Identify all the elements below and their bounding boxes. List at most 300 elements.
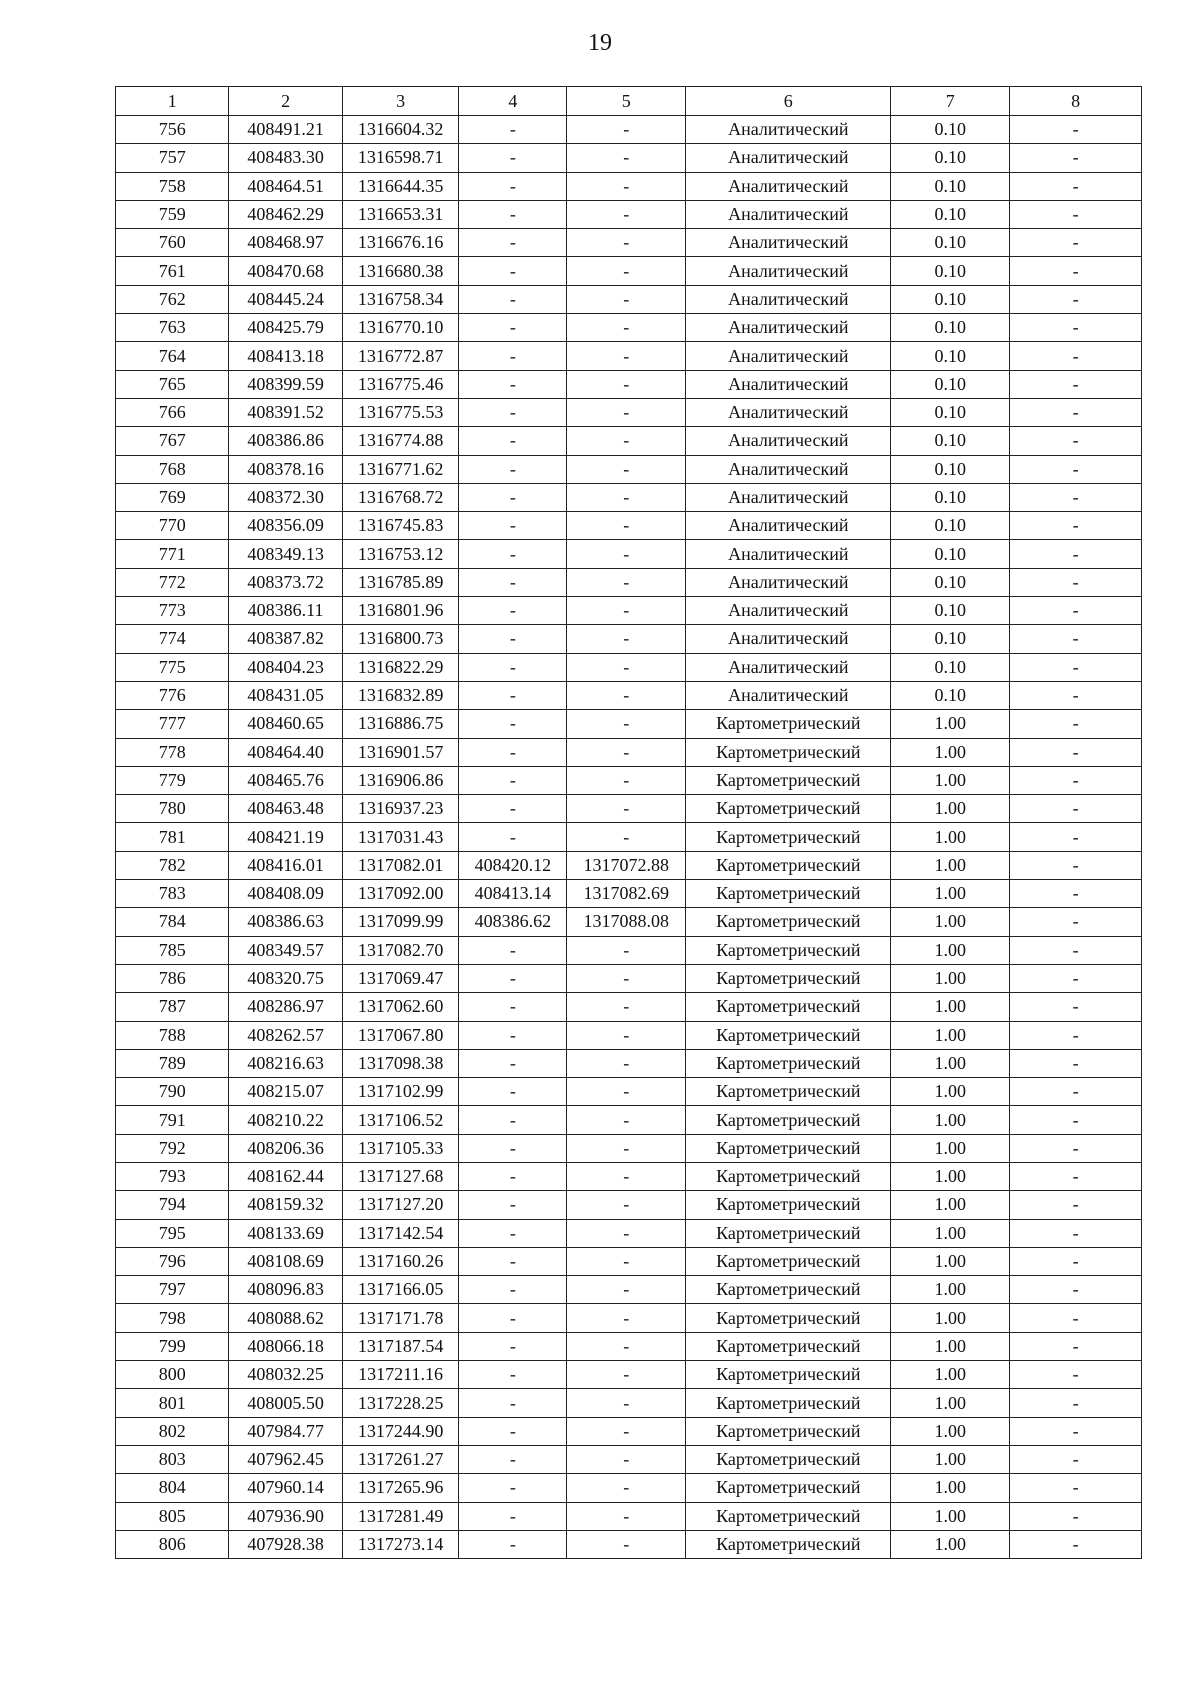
table-cell: Картометрический xyxy=(686,964,891,992)
table-cell: 1316680.38 xyxy=(342,257,459,285)
table-cell: 1317211.16 xyxy=(342,1361,459,1389)
table-row xyxy=(116,710,1142,738)
table-cell: 1317067.80 xyxy=(342,1021,459,1049)
table-cell: 0.10 xyxy=(891,568,1010,596)
table-cell: 408408.09 xyxy=(229,880,342,908)
table-cell: Аналитический xyxy=(686,116,891,144)
table-cell: - xyxy=(1010,512,1142,540)
table-row xyxy=(116,851,1142,879)
table-cell: - xyxy=(1010,1134,1142,1162)
table-cell: Картометрический xyxy=(686,1474,891,1502)
table-cell: - xyxy=(459,964,567,992)
table-cell: Картометрический xyxy=(686,1078,891,1106)
table-cell: Картометрический xyxy=(686,710,891,738)
table-cell: - xyxy=(459,1361,567,1389)
table-cell: - xyxy=(459,1247,567,1275)
table-cell: - xyxy=(459,398,567,426)
table-row xyxy=(116,257,1142,285)
table-cell: 0.10 xyxy=(891,200,1010,228)
table-cell: - xyxy=(1010,116,1142,144)
table-row xyxy=(116,1049,1142,1077)
table-cell: Картометрический xyxy=(686,1276,891,1304)
table-row xyxy=(116,540,1142,568)
table-cell: 408420.12 xyxy=(459,851,567,879)
table-cell: - xyxy=(459,1162,567,1190)
table-cell: - xyxy=(1010,597,1142,625)
table-cell: 793 xyxy=(116,1162,229,1190)
table-cell: 408386.62 xyxy=(459,908,567,936)
table-row xyxy=(116,285,1142,313)
table-row xyxy=(116,483,1142,511)
table-cell: 802 xyxy=(116,1417,229,1445)
table-row xyxy=(116,1247,1142,1275)
table-cell: 0.10 xyxy=(891,285,1010,313)
table-cell: 408349.57 xyxy=(229,936,342,964)
table-cell: - xyxy=(567,1304,686,1332)
table-cell: 774 xyxy=(116,625,229,653)
table-cell: 0.10 xyxy=(891,172,1010,200)
table-cell: Аналитический xyxy=(686,370,891,398)
table-cell: - xyxy=(567,483,686,511)
column-header-7: 7 xyxy=(891,87,1010,116)
table-row xyxy=(116,1021,1142,1049)
page-number: 19 xyxy=(588,30,612,56)
table-cell: Картометрический xyxy=(686,1417,891,1445)
table-cell: 0.10 xyxy=(891,653,1010,681)
table-cell: Картометрический xyxy=(686,766,891,794)
table-cell: 0.10 xyxy=(891,342,1010,370)
table-row xyxy=(116,1276,1142,1304)
table-cell: - xyxy=(1010,1389,1142,1417)
table-cell: Картометрический xyxy=(686,795,891,823)
table-cell: - xyxy=(1010,540,1142,568)
table-cell: - xyxy=(1010,1106,1142,1134)
table-cell: - xyxy=(459,823,567,851)
table-cell: 1317281.49 xyxy=(342,1502,459,1530)
table-row xyxy=(116,681,1142,709)
table-cell: 407928.38 xyxy=(229,1530,342,1558)
table-cell: 1.00 xyxy=(891,1191,1010,1219)
table-cell: 788 xyxy=(116,1021,229,1049)
table-cell: 408378.16 xyxy=(229,455,342,483)
table-cell: 0.10 xyxy=(891,116,1010,144)
table-row xyxy=(116,427,1142,455)
table-cell: 408483.30 xyxy=(229,144,342,172)
table-cell: 763 xyxy=(116,314,229,342)
table-cell: 1317142.54 xyxy=(342,1219,459,1247)
table-cell: 803 xyxy=(116,1445,229,1473)
table-cell: 408349.13 xyxy=(229,540,342,568)
table-cell: - xyxy=(459,1219,567,1247)
table-row xyxy=(116,936,1142,964)
table-cell: Картометрический xyxy=(686,1021,891,1049)
table-cell: - xyxy=(1010,200,1142,228)
table-row xyxy=(116,1502,1142,1530)
table-cell: - xyxy=(459,285,567,313)
table-cell: 1.00 xyxy=(891,1304,1010,1332)
table-cell: - xyxy=(567,540,686,568)
table-cell: 1316901.57 xyxy=(342,738,459,766)
table-cell: - xyxy=(567,964,686,992)
table-cell: - xyxy=(567,1276,686,1304)
table-cell: - xyxy=(567,200,686,228)
table-cell: 408066.18 xyxy=(229,1332,342,1360)
table-cell: - xyxy=(1010,1361,1142,1389)
table-cell: 1316937.23 xyxy=(342,795,459,823)
table-cell: - xyxy=(1010,710,1142,738)
column-header-4: 4 xyxy=(459,87,567,116)
table-cell: 776 xyxy=(116,681,229,709)
table-cell: - xyxy=(567,172,686,200)
table-cell: - xyxy=(1010,1021,1142,1049)
table-cell: - xyxy=(1010,625,1142,653)
table-cell: - xyxy=(567,738,686,766)
table-cell: 1.00 xyxy=(891,1389,1010,1417)
table-cell: - xyxy=(459,1078,567,1106)
table-cell: 407962.45 xyxy=(229,1445,342,1473)
table-cell: 1316832.89 xyxy=(342,681,459,709)
table-cell: - xyxy=(567,455,686,483)
table-cell: Аналитический xyxy=(686,625,891,653)
table-cell: - xyxy=(459,1049,567,1077)
table-cell: - xyxy=(1010,1191,1142,1219)
table-cell: Аналитический xyxy=(686,483,891,511)
table-cell: - xyxy=(1010,1304,1142,1332)
table-cell: 0.10 xyxy=(891,455,1010,483)
table-row xyxy=(116,1474,1142,1502)
table-cell: - xyxy=(1010,795,1142,823)
table-cell: Аналитический xyxy=(686,257,891,285)
table-cell: - xyxy=(1010,936,1142,964)
table-cell: - xyxy=(567,1134,686,1162)
table-cell: Аналитический xyxy=(686,597,891,625)
table-row xyxy=(116,314,1142,342)
table-cell: - xyxy=(459,1417,567,1445)
table-cell: 408421.19 xyxy=(229,823,342,851)
table-cell: 408404.23 xyxy=(229,653,342,681)
table-cell: 1.00 xyxy=(891,851,1010,879)
table-cell: - xyxy=(567,597,686,625)
table-cell: - xyxy=(459,116,567,144)
table-row xyxy=(116,116,1142,144)
table-cell: 408425.79 xyxy=(229,314,342,342)
table-cell: - xyxy=(459,795,567,823)
table-cell: - xyxy=(567,1049,686,1077)
table-cell: 1316770.10 xyxy=(342,314,459,342)
table-cell: 1317261.27 xyxy=(342,1445,459,1473)
table-cell: Аналитический xyxy=(686,681,891,709)
table-cell: - xyxy=(567,1191,686,1219)
table-cell: 760 xyxy=(116,229,229,257)
table-cell: 1.00 xyxy=(891,1361,1010,1389)
table-row xyxy=(116,144,1142,172)
table-row xyxy=(116,229,1142,257)
table-cell: 784 xyxy=(116,908,229,936)
table-cell: Картометрический xyxy=(686,880,891,908)
table-cell: 762 xyxy=(116,285,229,313)
table-cell: 0.10 xyxy=(891,427,1010,455)
table-row xyxy=(116,1304,1142,1332)
table-cell: 408468.97 xyxy=(229,229,342,257)
table-cell: - xyxy=(459,1304,567,1332)
table-cell: 764 xyxy=(116,342,229,370)
table-cell: - xyxy=(1010,1219,1142,1247)
table-cell: 1317171.78 xyxy=(342,1304,459,1332)
table-cell: 775 xyxy=(116,653,229,681)
table-cell: 768 xyxy=(116,455,229,483)
table-cell: 1.00 xyxy=(891,1276,1010,1304)
table-row xyxy=(116,1361,1142,1389)
table-cell: - xyxy=(459,200,567,228)
table-cell: - xyxy=(1010,653,1142,681)
table-cell: 408431.05 xyxy=(229,681,342,709)
table-cell: - xyxy=(1010,144,1142,172)
table-cell: - xyxy=(1010,880,1142,908)
table-cell: 1317244.90 xyxy=(342,1417,459,1445)
table-cell: 798 xyxy=(116,1304,229,1332)
table-cell: Картометрический xyxy=(686,1247,891,1275)
table-row xyxy=(116,1106,1142,1134)
table-cell: - xyxy=(567,1021,686,1049)
table-cell: - xyxy=(567,710,686,738)
table-cell: - xyxy=(459,1474,567,1502)
table-cell: Картометрический xyxy=(686,1389,891,1417)
table-row xyxy=(116,1332,1142,1360)
table-cell: 408356.09 xyxy=(229,512,342,540)
table-cell: 1.00 xyxy=(891,908,1010,936)
table-cell: 1317092.00 xyxy=(342,880,459,908)
table-cell: 1.00 xyxy=(891,1445,1010,1473)
table-cell: 1.00 xyxy=(891,964,1010,992)
table-cell: - xyxy=(459,144,567,172)
table-cell: 408373.72 xyxy=(229,568,342,596)
table-cell: 0.10 xyxy=(891,512,1010,540)
table-cell: - xyxy=(459,257,567,285)
table-cell: Аналитический xyxy=(686,427,891,455)
table-cell: - xyxy=(459,1021,567,1049)
table-cell: 408464.40 xyxy=(229,738,342,766)
table-cell: - xyxy=(567,144,686,172)
table-cell: 0.10 xyxy=(891,370,1010,398)
table-cell: - xyxy=(567,1502,686,1530)
table-cell: - xyxy=(567,1332,686,1360)
table-cell: - xyxy=(567,1417,686,1445)
table-cell: 777 xyxy=(116,710,229,738)
table-cell: 767 xyxy=(116,427,229,455)
table-cell: - xyxy=(1010,993,1142,1021)
table-cell: 1317273.14 xyxy=(342,1530,459,1558)
table-row xyxy=(116,1134,1142,1162)
table-row xyxy=(116,597,1142,625)
table-row xyxy=(116,512,1142,540)
table-cell: Картометрический xyxy=(686,993,891,1021)
table-cell: - xyxy=(459,1134,567,1162)
table-cell: - xyxy=(567,1389,686,1417)
table-cell: 1316768.72 xyxy=(342,483,459,511)
table-cell: - xyxy=(1010,851,1142,879)
table-cell: 0.10 xyxy=(891,483,1010,511)
table-cell: Картометрический xyxy=(686,1191,891,1219)
table-cell: - xyxy=(1010,766,1142,794)
table-cell: 408445.24 xyxy=(229,285,342,313)
table-cell: 804 xyxy=(116,1474,229,1502)
table-cell: - xyxy=(567,1361,686,1389)
table-cell: - xyxy=(459,936,567,964)
table-cell: 407936.90 xyxy=(229,1502,342,1530)
table-cell: - xyxy=(459,568,567,596)
table-cell: - xyxy=(459,1332,567,1360)
table-cell: 782 xyxy=(116,851,229,879)
table-cell: - xyxy=(459,1530,567,1558)
table-cell: 1.00 xyxy=(891,1502,1010,1530)
table-cell: Картометрический xyxy=(686,1332,891,1360)
table-cell: 408320.75 xyxy=(229,964,342,992)
table-cell: - xyxy=(1010,681,1142,709)
table-row xyxy=(116,1162,1142,1190)
table-cell: 756 xyxy=(116,116,229,144)
column-header-1: 1 xyxy=(116,87,229,116)
table-cell: 1316775.46 xyxy=(342,370,459,398)
table-cell: - xyxy=(459,738,567,766)
table-cell: Аналитический xyxy=(686,398,891,426)
table-cell: 1.00 xyxy=(891,1474,1010,1502)
table-cell: - xyxy=(459,1502,567,1530)
table-cell: - xyxy=(567,370,686,398)
table-cell: - xyxy=(567,993,686,1021)
table-cell: 1.00 xyxy=(891,823,1010,851)
table-cell: 770 xyxy=(116,512,229,540)
table-cell: 1316644.35 xyxy=(342,172,459,200)
table-row xyxy=(116,625,1142,653)
table-cell: Аналитический xyxy=(686,342,891,370)
table-cell: Аналитический xyxy=(686,653,891,681)
table-cell: - xyxy=(459,540,567,568)
table-cell: 779 xyxy=(116,766,229,794)
table-cell: 408216.63 xyxy=(229,1049,342,1077)
table-cell: 1316676.16 xyxy=(342,229,459,257)
table-cell: 1.00 xyxy=(891,880,1010,908)
table-row xyxy=(116,964,1142,992)
table-row xyxy=(116,908,1142,936)
table-cell: 408465.76 xyxy=(229,766,342,794)
column-header-8: 8 xyxy=(1010,87,1142,116)
table-cell: 783 xyxy=(116,880,229,908)
table-cell: - xyxy=(567,398,686,426)
table-cell: 801 xyxy=(116,1389,229,1417)
table-cell: 408206.36 xyxy=(229,1134,342,1162)
table-cell: - xyxy=(459,1106,567,1134)
table-cell: 1.00 xyxy=(891,1021,1010,1049)
table-cell: 1317102.99 xyxy=(342,1078,459,1106)
table-cell: Картометрический xyxy=(686,936,891,964)
table-cell: - xyxy=(567,314,686,342)
table-cell: - xyxy=(459,512,567,540)
table-cell: 1.00 xyxy=(891,1134,1010,1162)
table-cell: - xyxy=(567,257,686,285)
table-row xyxy=(116,1078,1142,1106)
table-cell: - xyxy=(1010,1247,1142,1275)
table-cell: 1317166.05 xyxy=(342,1276,459,1304)
table-cell: Аналитический xyxy=(686,455,891,483)
table-row xyxy=(116,172,1142,200)
table-cell: 408462.29 xyxy=(229,200,342,228)
table-cell: 1.00 xyxy=(891,766,1010,794)
table-row xyxy=(116,1530,1142,1558)
table-cell: - xyxy=(459,427,567,455)
table-cell: 1317099.99 xyxy=(342,908,459,936)
table-cell: - xyxy=(1010,823,1142,851)
table-cell: 0.10 xyxy=(891,597,1010,625)
table-cell: Картометрический xyxy=(686,1530,891,1558)
table-cell: 0.10 xyxy=(891,681,1010,709)
table-cell: - xyxy=(1010,1417,1142,1445)
table-cell: 408162.44 xyxy=(229,1162,342,1190)
table-cell: - xyxy=(459,483,567,511)
table-cell: Картометрический xyxy=(686,908,891,936)
table-cell: 766 xyxy=(116,398,229,426)
table-cell: 772 xyxy=(116,568,229,596)
table-cell: 1.00 xyxy=(891,1219,1010,1247)
column-header-2: 2 xyxy=(229,87,342,116)
table-cell: 796 xyxy=(116,1247,229,1275)
table-cell: 759 xyxy=(116,200,229,228)
table-cell: 1316822.29 xyxy=(342,653,459,681)
table-cell: 408088.62 xyxy=(229,1304,342,1332)
table-cell: 780 xyxy=(116,795,229,823)
table-cell: - xyxy=(1010,314,1142,342)
table-cell: 0.10 xyxy=(891,229,1010,257)
table-cell: Картометрический xyxy=(686,1049,891,1077)
table-cell: 408108.69 xyxy=(229,1247,342,1275)
table-cell: 408460.65 xyxy=(229,710,342,738)
table-cell: - xyxy=(459,455,567,483)
table-cell: 806 xyxy=(116,1530,229,1558)
table-cell: - xyxy=(1010,398,1142,426)
table-cell: 408096.83 xyxy=(229,1276,342,1304)
table-cell: - xyxy=(567,427,686,455)
table-cell: 761 xyxy=(116,257,229,285)
table-cell: - xyxy=(567,1445,686,1473)
table-cell: - xyxy=(1010,483,1142,511)
table-cell: 799 xyxy=(116,1332,229,1360)
table-cell: 408133.69 xyxy=(229,1219,342,1247)
table-cell: Картометрический xyxy=(686,1304,891,1332)
table-cell: - xyxy=(459,1445,567,1473)
table-row xyxy=(116,370,1142,398)
table-cell: 1317069.47 xyxy=(342,964,459,992)
table-cell: - xyxy=(567,681,686,709)
table-cell: 1.00 xyxy=(891,1332,1010,1360)
table-cell: 791 xyxy=(116,1106,229,1134)
table-cell: 0.10 xyxy=(891,314,1010,342)
table-cell: 1316772.87 xyxy=(342,342,459,370)
table-cell: 1317062.60 xyxy=(342,993,459,1021)
table-row xyxy=(116,653,1142,681)
table-cell: Картометрический xyxy=(686,1219,891,1247)
table-cell: 1317105.33 xyxy=(342,1134,459,1162)
table-cell: - xyxy=(1010,1078,1142,1106)
table-cell: - xyxy=(567,936,686,964)
table-cell: Аналитический xyxy=(686,144,891,172)
table-row xyxy=(116,1389,1142,1417)
table-row xyxy=(116,398,1142,426)
table-cell: 408210.22 xyxy=(229,1106,342,1134)
table-cell: 408386.63 xyxy=(229,908,342,936)
table-cell: 771 xyxy=(116,540,229,568)
table-cell: 769 xyxy=(116,483,229,511)
table-cell: - xyxy=(567,653,686,681)
table-header-row xyxy=(116,87,1142,116)
